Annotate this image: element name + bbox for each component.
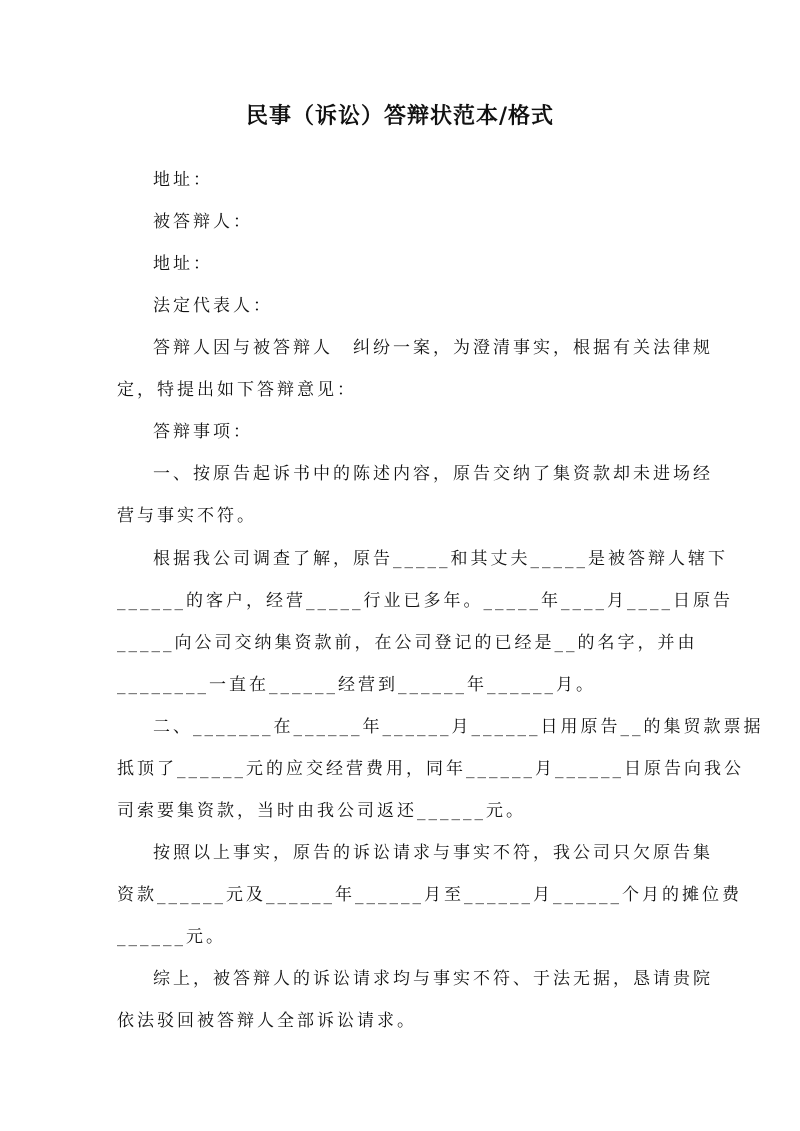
paragraph-investigation-line-2: ______的客户，经营_____行业已多年。_____年____月____日原告 [117,591,733,611]
paragraph-investigation-line-3: _____向公司交纳集资款前，在公司登记的已经是__的名字，并由 [117,633,698,653]
field-address-2: 地址： [153,254,213,274]
paragraph-point-one-line-1: 一、按原告起诉书中的陈述内容，原告交纳了集资款却未进场经 [153,464,713,484]
paragraph-facts-line-1: 按照以上事实，原告的诉讼请求与事实不符，我公司只欠原告集 [153,843,713,863]
field-legal-representative: 法定代表人： [153,296,273,316]
paragraph-point-two-line-3: 司索要集资款，当时由我公司返还______元。 [117,801,526,821]
paragraph-investigation-line-4: ________一直在______经营到______年______月。 [117,675,596,695]
paragraph-facts-line-3: ______元。 [117,927,226,947]
paragraph-conclusion-line-1: 综上，被答辩人的诉讼请求均与事实不符、于法无据，恳请贵院 [153,969,713,989]
section-heading-defense-items: 答辩事项： [153,422,253,442]
paragraph-point-one-line-2: 营与事实不符。 [117,506,257,526]
paragraph-conclusion-line-2: 依法驳回被答辩人全部诉讼请求。 [117,1011,417,1031]
field-address-1: 地址： [153,170,213,190]
paragraph-intro-line-1: 答辩人因与被答辩人 纠纷一案，为澄清事实，根据有关法律规 [153,338,713,358]
paragraph-point-two-line-2: 抵顶了______元的应交经营费用，同年______月______日原告向我公 [117,759,744,779]
paragraph-intro-line-2: 定，特提出如下答辩意见： [117,380,357,400]
paragraph-point-two-line-1: 二、_______在______年______月______日用原告__的集贸款票据 [153,717,764,737]
paragraph-investigation-line-1: 根据我公司调查了解，原告_____和其丈夫_____是被答辩人辖下 [153,549,728,569]
field-respondent: 被答辩人： [153,212,253,232]
document-title: 民事（诉讼）答辩状范本/格式 [245,103,555,129]
paragraph-facts-line-2: 资款______元及______年______月至______月______个月的摊位费 [117,885,742,905]
